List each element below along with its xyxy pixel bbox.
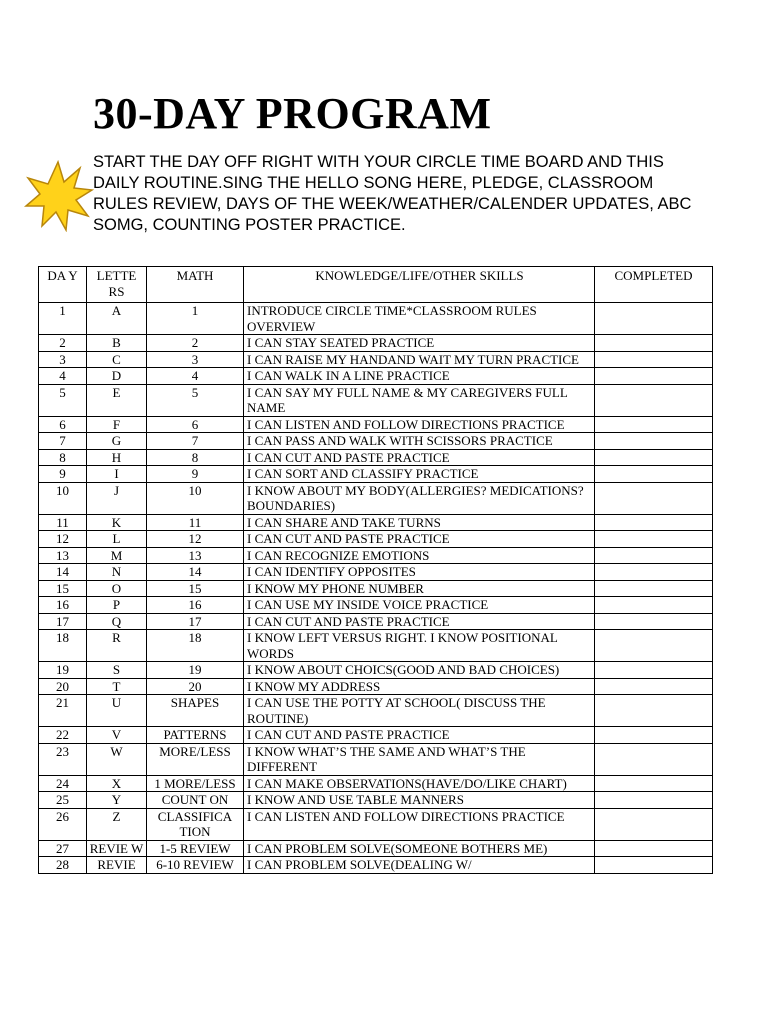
cell-letter: P bbox=[87, 597, 147, 614]
table-row bbox=[39, 808, 713, 840]
cell-completed bbox=[595, 775, 713, 792]
cell-skill: I CAN SAY MY FULL NAME & MY CAREGIVERS FULL NAME bbox=[244, 384, 595, 416]
cell-skill: I KNOW MY PHONE NUMBER bbox=[244, 580, 595, 597]
cell-completed bbox=[595, 433, 713, 450]
table-row bbox=[39, 335, 713, 352]
cell-completed bbox=[595, 368, 713, 385]
cell-day: 1 bbox=[39, 303, 87, 335]
cell-day: 11 bbox=[39, 514, 87, 531]
program-table bbox=[38, 266, 713, 874]
cell-day: 27 bbox=[39, 840, 87, 857]
cell-math: PATTERNS bbox=[147, 727, 244, 744]
table-row bbox=[39, 514, 713, 531]
cell-completed bbox=[595, 335, 713, 352]
cell-letter: S bbox=[87, 662, 147, 679]
cell-skill: I CAN PASS AND WALK WITH SCISSORS PRACTICE bbox=[244, 433, 595, 450]
cell-day: 22 bbox=[39, 727, 87, 744]
cell-letter: N bbox=[87, 564, 147, 581]
cell-math: 1 bbox=[147, 303, 244, 335]
cell-day: 21 bbox=[39, 695, 87, 727]
cell-math: 7 bbox=[147, 433, 244, 450]
table-header-row bbox=[39, 267, 713, 303]
table-row bbox=[39, 416, 713, 433]
cell-skill: I KNOW ABOUT CHOICS(GOOD AND BAD CHOICES) bbox=[244, 662, 595, 679]
cell-completed bbox=[595, 416, 713, 433]
cell-letter: REVIE bbox=[87, 857, 147, 874]
cell-math: CLASSIFICA TION bbox=[147, 808, 244, 840]
cell-letter: A bbox=[87, 303, 147, 335]
cell-day: 8 bbox=[39, 449, 87, 466]
cell-day: 6 bbox=[39, 416, 87, 433]
cell-skill: I CAN LISTEN AND FOLLOW DIRECTIONS PRACTICE bbox=[244, 808, 595, 840]
cell-math: 4 bbox=[147, 368, 244, 385]
cell-math: 9 bbox=[147, 466, 244, 483]
cell-math: 13 bbox=[147, 547, 244, 564]
cell-skill: I KNOW MY ADDRESS bbox=[244, 678, 595, 695]
cell-math: 19 bbox=[147, 662, 244, 679]
table-row bbox=[39, 662, 713, 679]
cell-letter: W bbox=[87, 743, 147, 775]
cell-skill: I CAN MAKE OBSERVATIONS(HAVE/DO/LIKE CHART) bbox=[244, 775, 595, 792]
cell-completed bbox=[595, 580, 713, 597]
table-row bbox=[39, 351, 713, 368]
cell-completed bbox=[595, 384, 713, 416]
cell-math: 1-5 REVIEW bbox=[147, 840, 244, 857]
cell-day: 19 bbox=[39, 662, 87, 679]
cell-day: 7 bbox=[39, 433, 87, 450]
table-row bbox=[39, 466, 713, 483]
cell-letter: I bbox=[87, 466, 147, 483]
cell-skill: I KNOW AND USE TABLE MANNERS bbox=[244, 792, 595, 809]
cell-skill: I CAN USE THE POTTY AT SCHOOL( DISCUSS THE ROUTINE) bbox=[244, 695, 595, 727]
cell-completed bbox=[595, 547, 713, 564]
cell-completed bbox=[595, 678, 713, 695]
header-math: MATH bbox=[147, 267, 244, 303]
table-row bbox=[39, 857, 713, 874]
header-letters: LETTE RS bbox=[87, 267, 147, 303]
cell-completed bbox=[595, 303, 713, 335]
cell-letter: U bbox=[87, 695, 147, 727]
table-row bbox=[39, 368, 713, 385]
table-row bbox=[39, 695, 713, 727]
cell-completed bbox=[595, 597, 713, 614]
cell-skill: I CAN CUT AND PASTE PRACTICE bbox=[244, 727, 595, 744]
cell-letter: X bbox=[87, 775, 147, 792]
cell-skill: I CAN CUT AND PASTE PRACTICE bbox=[244, 531, 595, 548]
cell-completed bbox=[595, 514, 713, 531]
cell-completed bbox=[595, 466, 713, 483]
table-row bbox=[39, 580, 713, 597]
cell-letter: K bbox=[87, 514, 147, 531]
cell-math: 6-10 REVIEW bbox=[147, 857, 244, 874]
cell-math: 1 MORE/LESS bbox=[147, 775, 244, 792]
table-row bbox=[39, 531, 713, 548]
cell-skill: INTRODUCE CIRCLE TIME*CLASSROOM RULES OVERVIEW bbox=[244, 303, 595, 335]
cell-completed bbox=[595, 564, 713, 581]
cell-math: 8 bbox=[147, 449, 244, 466]
cell-letter: B bbox=[87, 335, 147, 352]
cell-math: SHAPES bbox=[147, 695, 244, 727]
cell-day: 14 bbox=[39, 564, 87, 581]
cell-day: 20 bbox=[39, 678, 87, 695]
cell-completed bbox=[595, 531, 713, 548]
cell-skill: I CAN USE MY INSIDE VOICE PRACTICE bbox=[244, 597, 595, 614]
cell-math: 15 bbox=[147, 580, 244, 597]
cell-math: 16 bbox=[147, 597, 244, 614]
cell-math: 10 bbox=[147, 482, 244, 514]
cell-skill: I CAN SORT AND CLASSIFY PRACTICE bbox=[244, 466, 595, 483]
cell-completed bbox=[595, 743, 713, 775]
intro-paragraph: START THE DAY OFF RIGHT WITH YOUR CIRCLE TIME BOARD AND THIS DAILY ROUTINE.SING THE HELLO SONG HERE, PLEDGE, CLASSROOM RULES REVIEW, DAYS OF THE WEEK/WEATHER/CALENDER UPDATES, ABC SOMG, COUNTING POSTER PRACTICE. bbox=[93, 153, 692, 234]
table-row bbox=[39, 547, 713, 564]
cell-skill: I CAN IDENTIFY OPPOSITES bbox=[244, 564, 595, 581]
table-row bbox=[39, 678, 713, 695]
table-row bbox=[39, 743, 713, 775]
cell-skill: I CAN PROBLEM SOLVE(DEALING W/ bbox=[244, 857, 595, 874]
table-row bbox=[39, 775, 713, 792]
page-title: 30-DAY PROGRAM bbox=[93, 89, 492, 138]
cell-math: 11 bbox=[147, 514, 244, 531]
cell-completed bbox=[595, 351, 713, 368]
cell-skill: I KNOW ABOUT MY BODY(ALLERGIES? MEDICATIONS?BOUNDARIES) bbox=[244, 482, 595, 514]
table-row bbox=[39, 630, 713, 662]
table-row bbox=[39, 384, 713, 416]
cell-day: 3 bbox=[39, 351, 87, 368]
cell-math: 5 bbox=[147, 384, 244, 416]
header-skills: KNOWLEDGE/LIFE/OTHER SKILLS bbox=[244, 267, 595, 303]
header-completed: COMPLETED bbox=[595, 267, 713, 303]
cell-day: 13 bbox=[39, 547, 87, 564]
cell-day: 18 bbox=[39, 630, 87, 662]
table-row bbox=[39, 792, 713, 809]
table-row bbox=[39, 449, 713, 466]
cell-day: 9 bbox=[39, 466, 87, 483]
cell-day: 2 bbox=[39, 335, 87, 352]
cell-day: 4 bbox=[39, 368, 87, 385]
cell-letter: Z bbox=[87, 808, 147, 840]
table-row bbox=[39, 482, 713, 514]
cell-completed bbox=[595, 613, 713, 630]
cell-completed bbox=[595, 662, 713, 679]
cell-completed bbox=[595, 840, 713, 857]
table-row bbox=[39, 840, 713, 857]
header-day: DA Y bbox=[39, 267, 87, 303]
cell-skill: I CAN PROBLEM SOLVE(SOMEONE BOTHERS ME) bbox=[244, 840, 595, 857]
cell-letter: M bbox=[87, 547, 147, 564]
cell-day: 25 bbox=[39, 792, 87, 809]
cell-letter: L bbox=[87, 531, 147, 548]
cell-completed bbox=[595, 449, 713, 466]
cell-letter: J bbox=[87, 482, 147, 514]
table-row bbox=[39, 727, 713, 744]
cell-letter: F bbox=[87, 416, 147, 433]
cell-math: MORE/LESS bbox=[147, 743, 244, 775]
cell-completed bbox=[595, 808, 713, 840]
star-burst-icon bbox=[22, 160, 94, 232]
cell-skill: I CAN RAISE MY HANDAND WAIT MY TURN PRACTICE bbox=[244, 351, 595, 368]
cell-letter: T bbox=[87, 678, 147, 695]
cell-letter: G bbox=[87, 433, 147, 450]
cell-completed bbox=[595, 792, 713, 809]
cell-skill: I CAN CUT AND PASTE PRACTICE bbox=[244, 613, 595, 630]
cell-math: 2 bbox=[147, 335, 244, 352]
cell-completed bbox=[595, 695, 713, 727]
cell-letter: E bbox=[87, 384, 147, 416]
cell-day: 16 bbox=[39, 597, 87, 614]
cell-letter: REVIE W bbox=[87, 840, 147, 857]
cell-day: 5 bbox=[39, 384, 87, 416]
cell-letter: O bbox=[87, 580, 147, 597]
cell-day: 17 bbox=[39, 613, 87, 630]
cell-completed bbox=[595, 482, 713, 514]
table-row bbox=[39, 564, 713, 581]
cell-skill: I CAN STAY SEATED PRACTICE bbox=[244, 335, 595, 352]
cell-math: 18 bbox=[147, 630, 244, 662]
cell-day: 28 bbox=[39, 857, 87, 874]
cell-letter: C bbox=[87, 351, 147, 368]
cell-math: 17 bbox=[147, 613, 244, 630]
cell-skill: I KNOW LEFT VERSUS RIGHT. I KNOW POSITIONAL WORDS bbox=[244, 630, 595, 662]
cell-letter: Q bbox=[87, 613, 147, 630]
cell-skill: I CAN SHARE AND TAKE TURNS bbox=[244, 514, 595, 531]
cell-math: 20 bbox=[147, 678, 244, 695]
cell-letter: H bbox=[87, 449, 147, 466]
cell-math: 6 bbox=[147, 416, 244, 433]
cell-math: COUNT ON bbox=[147, 792, 244, 809]
table-row bbox=[39, 303, 713, 335]
cell-day: 15 bbox=[39, 580, 87, 597]
cell-letter: V bbox=[87, 727, 147, 744]
cell-skill: I CAN RECOGNIZE EMOTIONS bbox=[244, 547, 595, 564]
cell-math: 3 bbox=[147, 351, 244, 368]
cell-letter: D bbox=[87, 368, 147, 385]
cell-day: 23 bbox=[39, 743, 87, 775]
cell-day: 12 bbox=[39, 531, 87, 548]
cell-day: 26 bbox=[39, 808, 87, 840]
cell-day: 24 bbox=[39, 775, 87, 792]
cell-skill: I KNOW WHAT’S THE SAME AND WHAT’S THE DIFFERENT bbox=[244, 743, 595, 775]
table-row bbox=[39, 613, 713, 630]
cell-letter: Y bbox=[87, 792, 147, 809]
cell-completed bbox=[595, 857, 713, 874]
cell-letter: R bbox=[87, 630, 147, 662]
table-row bbox=[39, 433, 713, 450]
cell-day: 10 bbox=[39, 482, 87, 514]
table-row bbox=[39, 597, 713, 614]
cell-math: 12 bbox=[147, 531, 244, 548]
cell-completed bbox=[595, 630, 713, 662]
cell-skill: I CAN LISTEN AND FOLLOW DIRECTIONS PRACTICE bbox=[244, 416, 595, 433]
cell-skill: I CAN CUT AND PASTE PRACTICE bbox=[244, 449, 595, 466]
cell-skill: I CAN WALK IN A LINE PRACTICE bbox=[244, 368, 595, 385]
cell-math: 14 bbox=[147, 564, 244, 581]
cell-completed bbox=[595, 727, 713, 744]
